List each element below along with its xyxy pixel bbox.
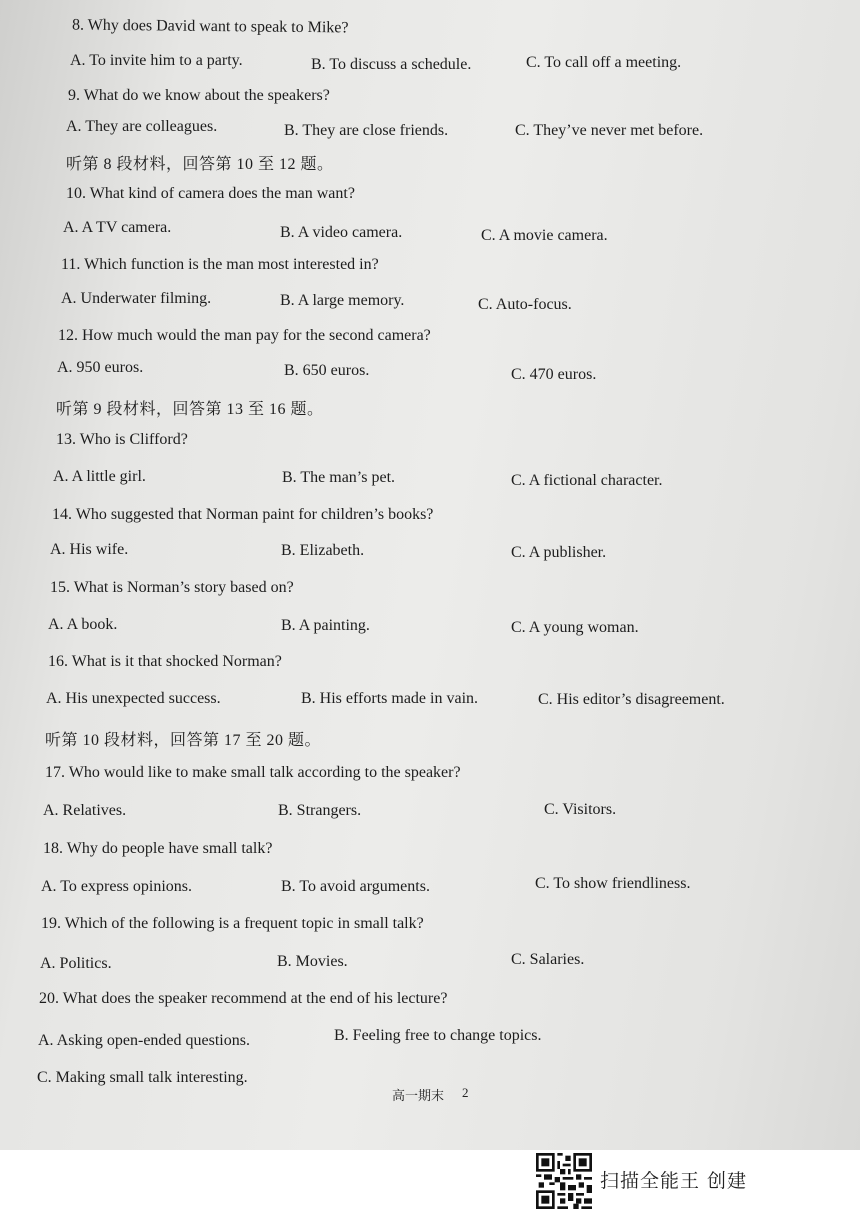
q20-option-a: A. Asking open-ended questions. bbox=[38, 1032, 250, 1049]
q13-option-c: C. A fictional character. bbox=[511, 472, 663, 489]
footer-exam-label: 高一期末 bbox=[392, 1089, 445, 1104]
q16-option-c: C. His editor’s disagreement. bbox=[538, 691, 725, 708]
section-heading-8: 听第 8 段材料，回答第 10 至 12 题。 bbox=[66, 156, 334, 173]
q15-option-a: A. A book. bbox=[48, 616, 118, 633]
q10-option-b: B. A video camera. bbox=[280, 224, 403, 241]
q17-option-c: C. Visitors. bbox=[544, 801, 617, 818]
question-13: 13. Who is Clifford? bbox=[56, 431, 188, 448]
footer-page-number: 2 bbox=[462, 1085, 469, 1100]
q13-option-a: A. A little girl. bbox=[53, 468, 146, 485]
q12-option-b: B. 650 euros. bbox=[284, 362, 370, 379]
question-16: 16. What is it that shocked Norman? bbox=[48, 653, 282, 670]
section-heading-10: 听第 10 段材料，回答第 17 至 20 题。 bbox=[45, 732, 322, 749]
q11-option-c: C. Auto-focus. bbox=[478, 296, 572, 313]
q8-option-c: C. To call off a meeting. bbox=[526, 54, 682, 71]
q12-option-a: A. 950 euros. bbox=[57, 359, 144, 376]
q9-option-a: A. They are colleagues. bbox=[66, 118, 218, 135]
q18-option-c: C. To show friendliness. bbox=[535, 875, 691, 892]
q20-option-b: B. Feeling free to change topics. bbox=[334, 1027, 542, 1044]
q14-option-b: B. Elizabeth. bbox=[281, 542, 365, 559]
q17-option-a: A. Relatives. bbox=[43, 802, 127, 819]
q12-option-c: C. 470 euros. bbox=[511, 366, 597, 383]
question-12: 12. How much would the man pay for the second camera? bbox=[58, 327, 431, 344]
question-9: 9. What do we know about the speakers? bbox=[68, 87, 330, 104]
q19-option-c: C. Salaries. bbox=[511, 951, 585, 968]
q11-option-b: B. A large memory. bbox=[280, 292, 405, 309]
q11-option-a: A. Underwater filming. bbox=[61, 290, 212, 307]
question-19: 19. Which of the following is a frequent topic in small talk? bbox=[41, 915, 424, 932]
question-20: 20. What does the speaker recommend at the end of his lecture? bbox=[39, 990, 448, 1007]
q16-option-a: A. His unexpected success. bbox=[46, 690, 221, 707]
q9-option-b: B. They are close friends. bbox=[284, 122, 449, 139]
question-17: 17. Who would like to make small talk according to the speaker? bbox=[45, 764, 461, 781]
q10-option-c: C. A movie camera. bbox=[481, 227, 608, 244]
q14-option-a: A. His wife. bbox=[50, 541, 129, 558]
q20-option-c: C. Making small talk interesting. bbox=[37, 1069, 248, 1086]
q14-option-c: C. A publisher. bbox=[511, 544, 607, 561]
question-15: 15. What is Norman’s story based on? bbox=[50, 579, 294, 596]
q16-option-b: B. His efforts made in vain. bbox=[301, 690, 479, 707]
scanner-app-caption: 扫描全能王 创建 bbox=[600, 1170, 748, 1192]
q10-option-a: A. A TV camera. bbox=[63, 219, 172, 236]
question-11: 11. Which function is the man most interested in? bbox=[61, 256, 379, 273]
q13-option-b: B. The man’s pet. bbox=[282, 469, 396, 486]
q15-option-c: C. A young woman. bbox=[511, 619, 639, 636]
q19-option-a: A. Politics. bbox=[40, 955, 112, 972]
q8-option-a: A. To invite him to a party. bbox=[70, 52, 243, 69]
q15-option-b: B. A painting. bbox=[281, 617, 370, 634]
section-heading-9: 听第 9 段材料，回答第 13 至 16 题。 bbox=[56, 401, 324, 418]
question-10: 10. What kind of camera does the man want? bbox=[66, 185, 355, 202]
question-8: 8. Why does David want to speak to Mike? bbox=[71, 16, 349, 37]
question-18: 18. Why do people have small talk? bbox=[43, 840, 273, 857]
q18-option-b: B. To avoid arguments. bbox=[281, 878, 430, 895]
q8-option-b: B. To discuss a schedule. bbox=[311, 56, 472, 73]
q17-option-b: B. Strangers. bbox=[278, 802, 362, 819]
question-14: 14. Who suggested that Norman paint for children’s books? bbox=[52, 506, 434, 523]
qr-code-icon bbox=[536, 1153, 592, 1209]
q9-option-c: C. They’ve never met before. bbox=[515, 122, 704, 139]
q19-option-b: B. Movies. bbox=[277, 953, 348, 970]
q18-option-a: A. To express opinions. bbox=[41, 878, 193, 895]
